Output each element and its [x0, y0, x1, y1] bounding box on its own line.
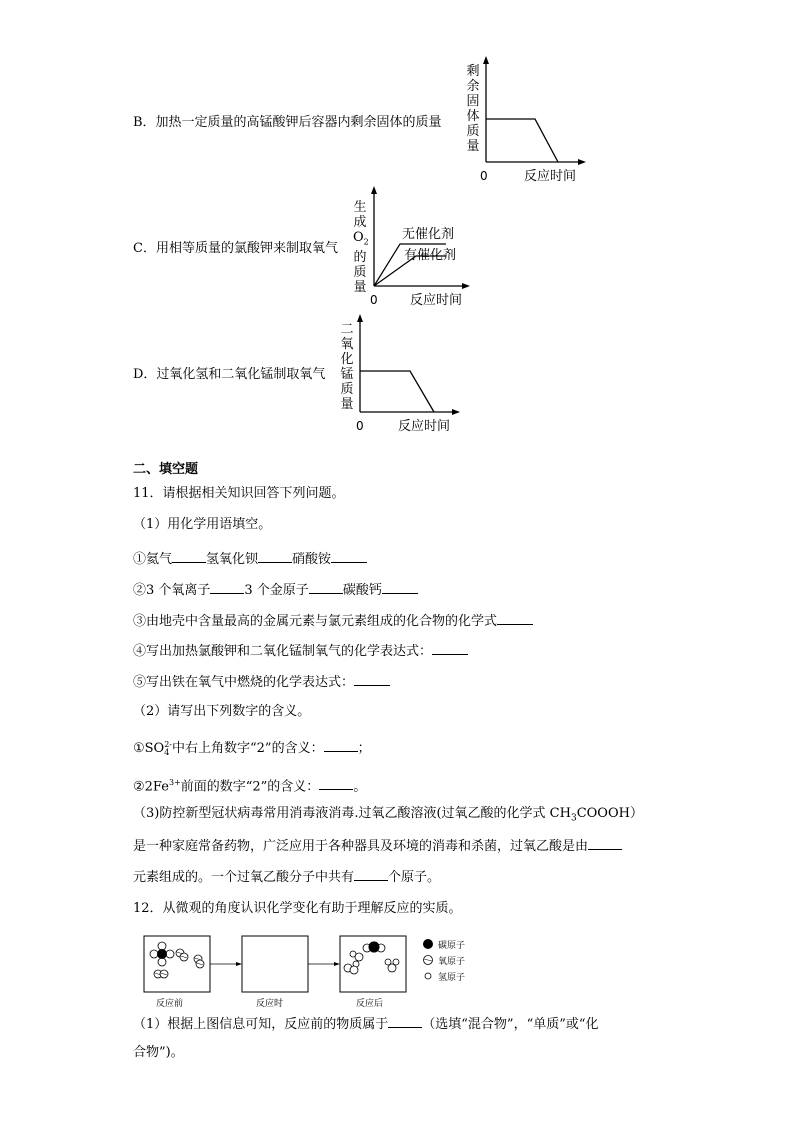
option-c-xlabel: 反应时间	[410, 293, 463, 308]
q11-part3-line3: 元素组成的。一个过氧乙酸分子中共有 个原子。	[133, 867, 440, 887]
option-c-line1: 无催化剂	[402, 227, 455, 242]
q11-part2: （2）请写出下列数字的含义。	[133, 704, 311, 719]
option-c-ylabel: 生成$O_2$的质量	[353, 200, 369, 295]
q11-line3: ③由地壳中含量最高的金属元素与氯元素组成的化合物的化学式	[133, 611, 533, 631]
q11-line2: ②3 个氧离子 3 个金原子 碳酸钙	[133, 580, 418, 600]
option-c-line2: 有催化剂	[404, 248, 457, 263]
q11-part3-line2: 是一种家庭常备药物，广泛应用于各种器具及环境的消毒和杀菌，过氧乙酸是由	[133, 836, 622, 856]
option-d-label: D．过氧化氢和二氧化锰制取氧气	[133, 367, 326, 382]
q12-stem: 12．从微观的角度认识化学变化有助于理解反应的实质。	[133, 901, 462, 916]
q11-part1: （1）用化学用语填空。	[133, 517, 272, 532]
caption-before: 反应前	[156, 999, 184, 1008]
q11-stem: 11．请根据相关知识回答下列问题。	[133, 486, 345, 501]
option-b-xlabel: 反应时间	[524, 169, 577, 184]
option-b-graph	[478, 56, 588, 184]
legend-oxygen: 氧原子	[438, 957, 466, 967]
legend-carbon: 碳原子	[438, 941, 466, 951]
section-title: 二、填空题	[133, 462, 199, 477]
q11-line1: ①氦气 氢氧化钡 硝酸铵	[133, 549, 367, 569]
option-b-label: B．加热一定质量的高锰酸钾后容器内剩余固体的质量	[133, 115, 442, 130]
caption-after: 反应后	[356, 999, 384, 1008]
option-c-origin: 0	[370, 293, 378, 307]
option-b-ylabel: 剩余固体质量	[466, 64, 480, 154]
q12-part1-line1: （1）根据上图信息可知，反应前的物质属于 （选填“混合物”，“单质”或“化	[133, 1014, 599, 1034]
q11-part3-line1: （3)防控新型冠状病毒常用消毒液消毒.过氧乙酸溶液(过氧乙酸的化学式 $CH_3COOOH$）	[133, 806, 643, 824]
q11-line4: ④写出加热氯酸钾和二氧化锰制氧气的化学表达式：	[133, 641, 468, 661]
reaction-diagram	[140, 932, 480, 1008]
option-c-graph	[366, 186, 476, 310]
option-d-ylabel: 二氧化锰质量	[340, 322, 354, 412]
option-d-xlabel: 反应时间	[398, 419, 451, 434]
q11-line5: ⑤写出铁在氧气中燃烧的化学表达式：	[133, 672, 390, 692]
q12-part1-line2: 合物”)。	[133, 1045, 184, 1060]
q11-meaning2: $②2Fe^{3+}$前面的数字“2”的含义： 。	[133, 778, 367, 795]
caption-during: 反应时	[256, 999, 284, 1008]
option-d-origin: 0	[356, 419, 364, 433]
option-c-label: C．用相等质量的氯酸钾来制取氧气	[133, 241, 338, 256]
option-d-graph	[352, 314, 464, 434]
legend-hydrogen: 氢原子	[438, 973, 466, 983]
q11-meaning1: ①SO2- 4 中右上角数字“2”的含义： ；	[133, 739, 371, 757]
option-b-origin: 0	[480, 169, 488, 183]
